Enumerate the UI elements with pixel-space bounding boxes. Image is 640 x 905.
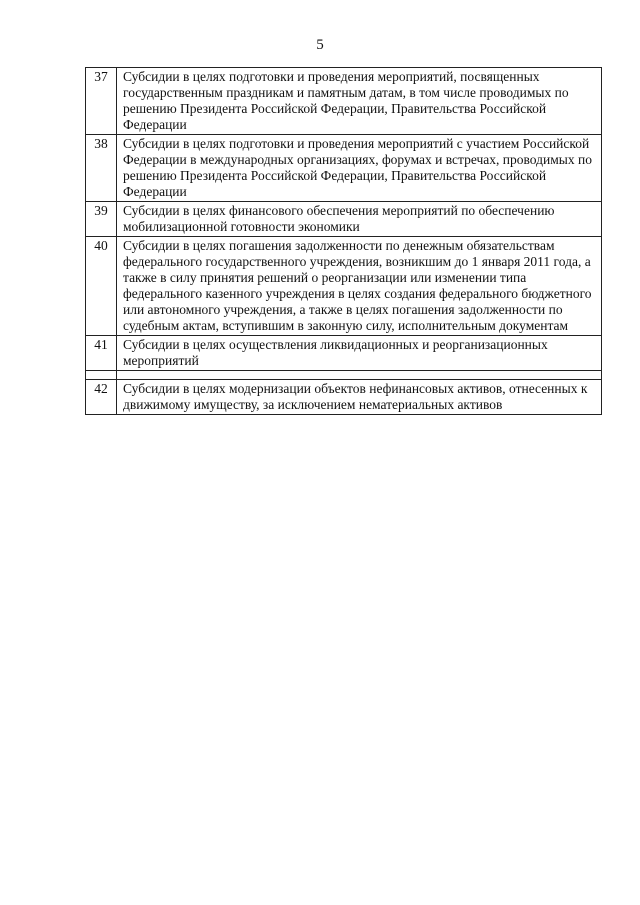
- row-text: Субсидии в целях погашения задолженности по денежным обязательствам федерального государственного учреждения, возникшим до 1 января 2011 года, а также в силу принятия решений о реорганизации или изменении типа федерального казенного учреждения в целях создания федерального бюджетного или автономного учреждения, а также в целях погашения задолженности по судебным актам, вступившим в законную силу, исполнительным документам: [117, 237, 602, 336]
- row-spacer: [86, 371, 602, 380]
- table-row: [86, 336, 602, 371]
- row-number: 37: [86, 68, 117, 135]
- row-number: 40: [86, 237, 117, 336]
- table-row: [86, 237, 602, 336]
- row-number: 39: [86, 202, 117, 237]
- row-text: Субсидии в целях финансового обеспечения мероприятий по обеспечению мобилизационной готовности экономики: [117, 202, 602, 237]
- subsidies-table: [85, 67, 602, 415]
- table-row: [86, 68, 602, 135]
- row-number: 41: [86, 336, 117, 371]
- row-number: 42: [86, 380, 117, 415]
- row-text: Субсидии в целях модернизации объектов нефинансовых активов, отнесенных к движимому имуществу, за исключением нематериальных активов: [117, 380, 602, 415]
- spacer-cell: [86, 371, 117, 380]
- row-text: Субсидии в целях осуществления ликвидационных и реорганизационных мероприятий: [117, 336, 602, 371]
- row-text: Субсидии в целях подготовки и проведения мероприятий с участием Российской Федерации в международных организациях, форумах и встречах, проводимых по решению Президента Российской Федерации, Правительства Российской Федерации: [117, 135, 602, 202]
- row-number: 38: [86, 135, 117, 202]
- page-number: 5: [316, 37, 324, 53]
- row-text: Субсидии в целях подготовки и проведения мероприятий, посвященных государственным праздникам и памятным датам, в том числе проводимых по решению Президента Российской Федерации, Правительства Российской Федерации: [117, 68, 602, 135]
- spacer-cell: [117, 371, 602, 380]
- table-row: [86, 135, 602, 202]
- table-row: [86, 380, 602, 415]
- table-row: [86, 202, 602, 237]
